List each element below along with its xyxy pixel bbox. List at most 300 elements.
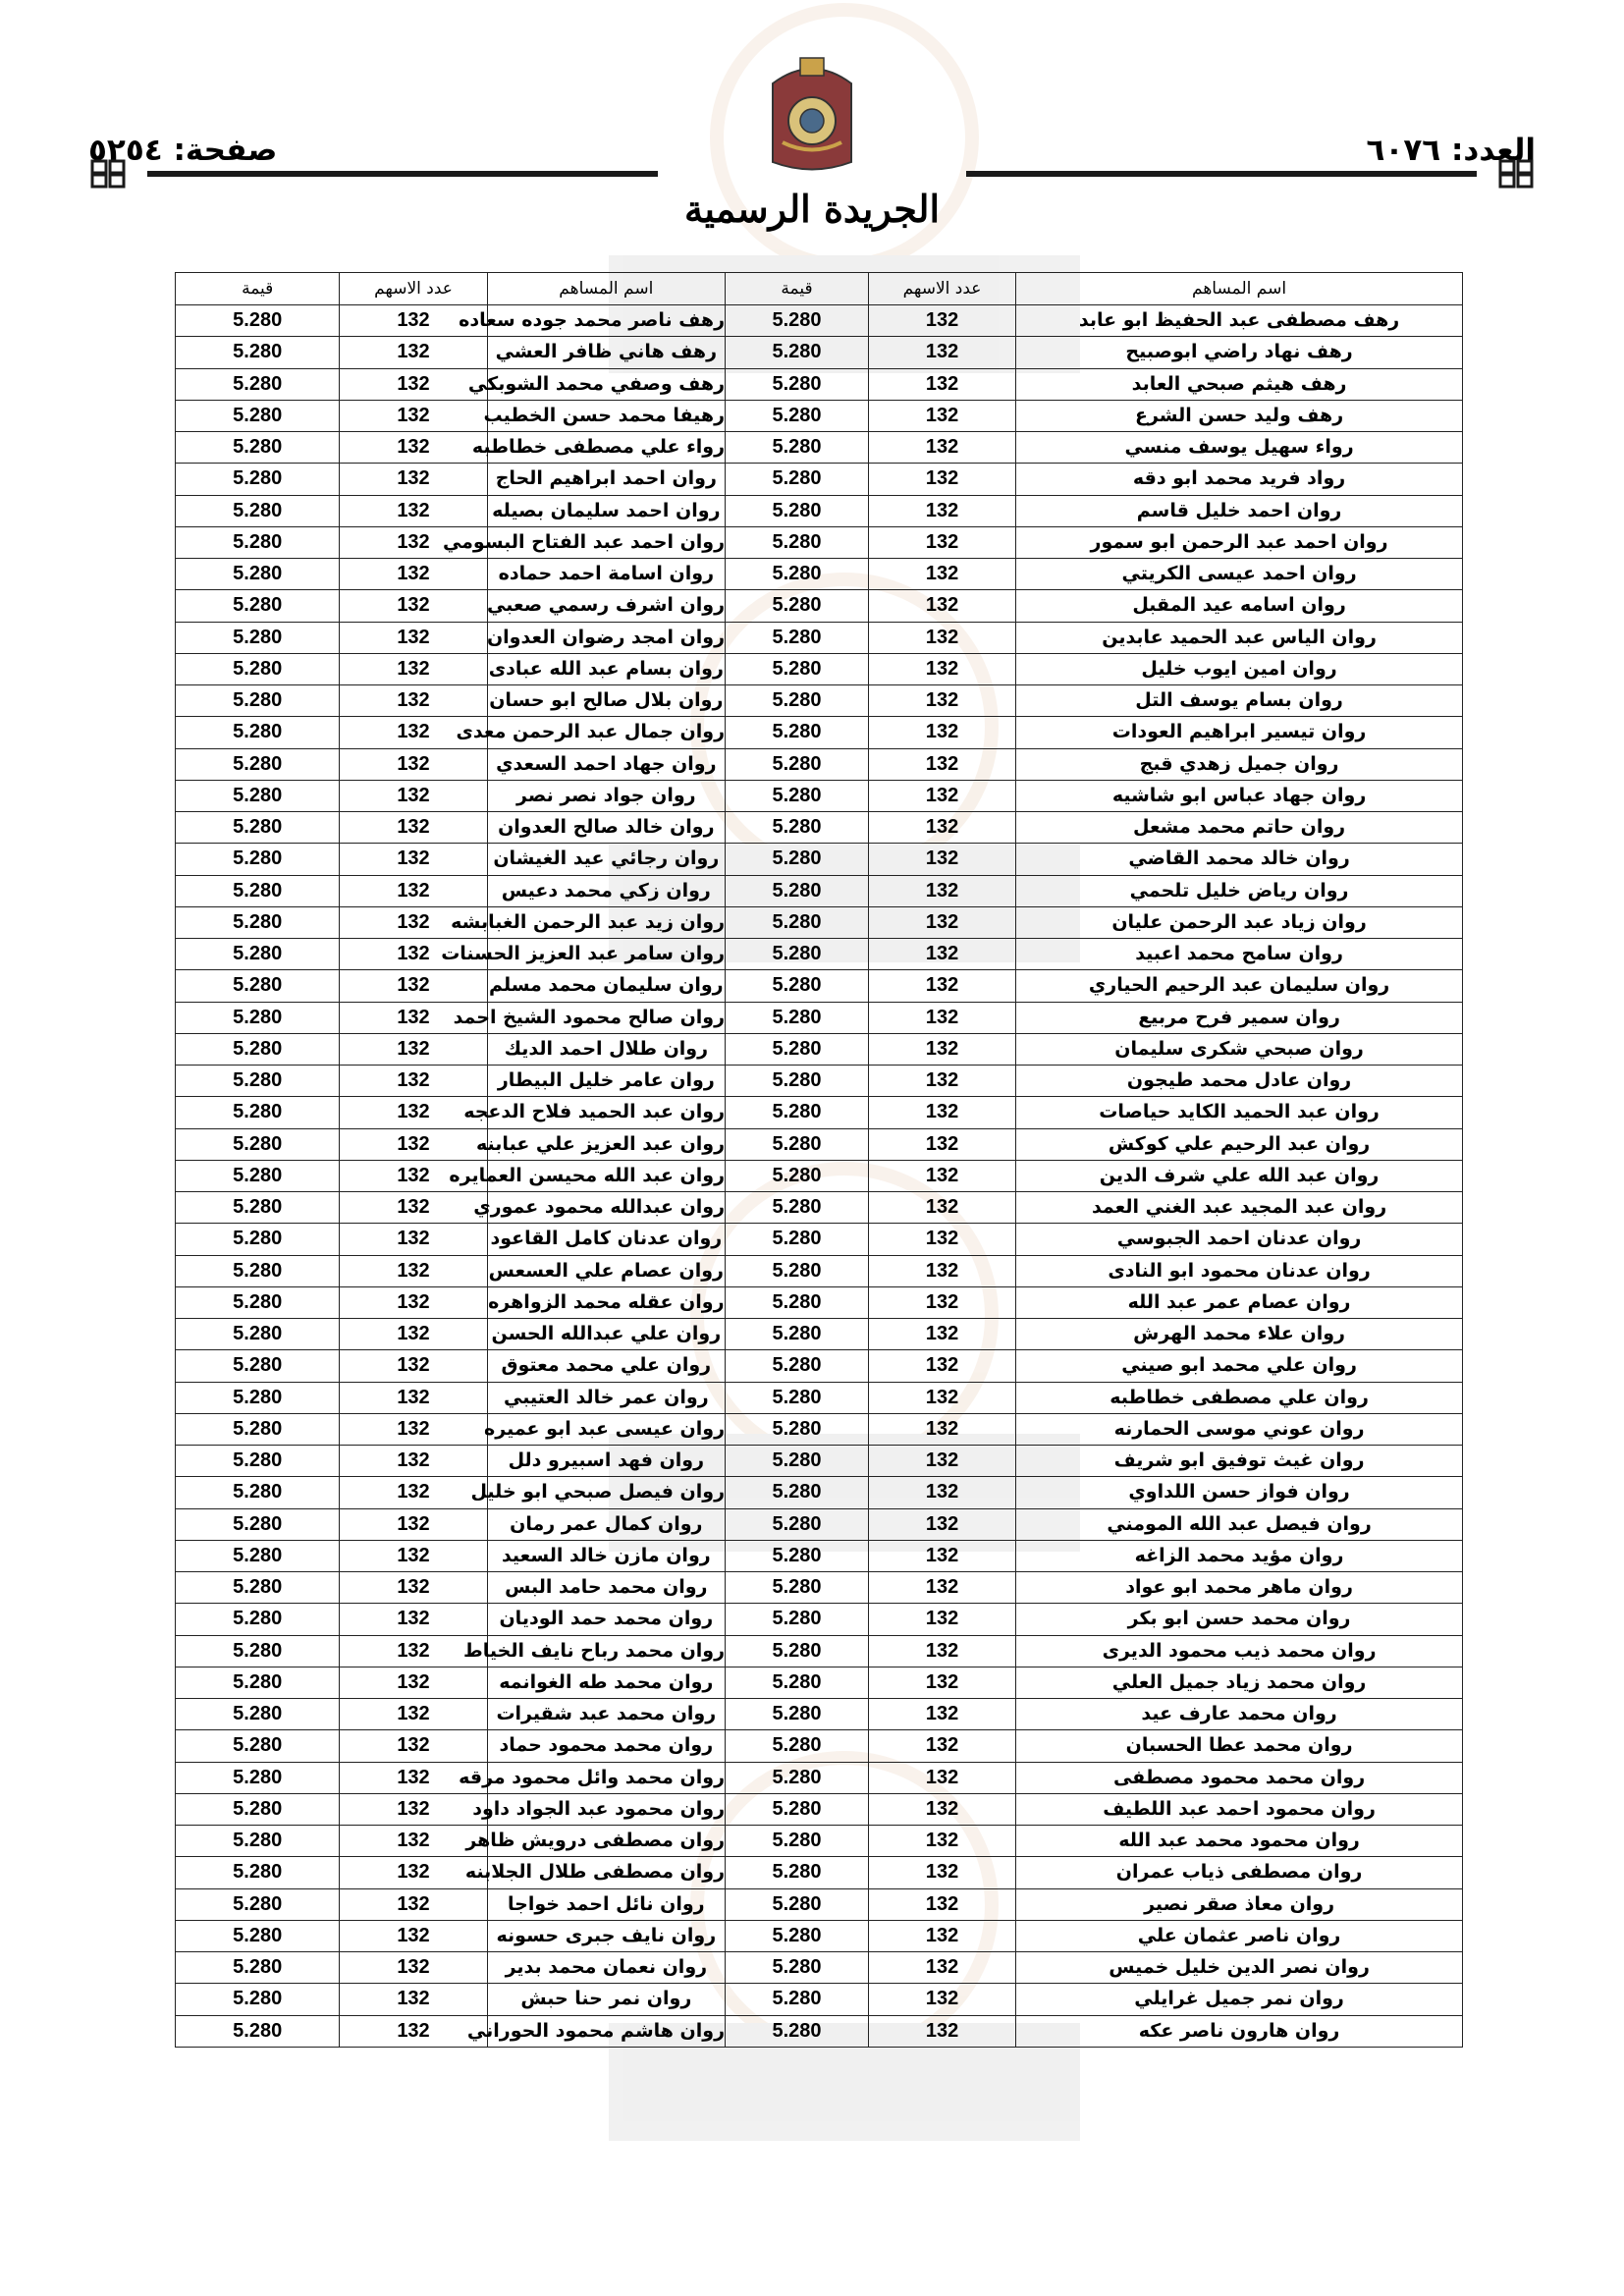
table-row [176,1762,1463,1793]
shareholder-name: روان نايف جبرى حسونه [487,1920,725,1951]
share-count: 132 [340,1604,487,1635]
share-count: 132 [868,1635,1015,1667]
shareholder-name: رواء علي مصطفى خطاطبه [487,432,725,464]
shareholder-name: روان فيصل عبد الله المومني [1016,1508,1463,1540]
share-value: 5.280 [726,1224,869,1255]
shareholder-name: رهيفا محمد حسن الخطيب [487,400,725,431]
share-value: 5.280 [726,622,869,653]
share-count: 132 [868,622,1015,653]
share-count: 132 [340,1984,487,2015]
share-count: 132 [340,1952,487,1984]
share-count: 132 [868,906,1015,938]
share-value: 5.280 [176,368,340,400]
share-value: 5.280 [726,1160,869,1191]
share-value: 5.280 [176,1350,340,1382]
shareholder-name: روان نعمان محمد بدير [487,1952,725,1984]
share-count: 132 [340,748,487,780]
table-row [176,1319,1463,1350]
shareholder-name: روان صبحي شكرى سليمان [1016,1033,1463,1065]
share-value: 5.280 [726,1033,869,1065]
share-value: 5.280 [726,875,869,906]
share-value: 5.280 [726,1286,869,1318]
share-value: 5.280 [726,2015,869,2047]
table-row [176,685,1463,717]
share-count: 132 [340,685,487,717]
shareholder-name: روان سليمان عبد الرحيم الحياري [1016,970,1463,1002]
share-count: 132 [340,432,487,464]
share-value: 5.280 [726,1572,869,1604]
shareholder-name: روان محمد زياد جميل العلي [1016,1667,1463,1698]
table-row [176,1952,1463,1984]
share-value: 5.280 [176,1667,340,1698]
share-value: 5.280 [726,1066,869,1097]
shareholder-name: روان احمد عبد الرحمن ابو سمور [1016,526,1463,558]
share-value: 5.280 [176,590,340,622]
share-count: 132 [868,1192,1015,1224]
share-value: 5.280 [176,1255,340,1286]
share-value: 5.280 [176,305,340,337]
share-value: 5.280 [726,337,869,368]
share-value: 5.280 [176,748,340,780]
share-value: 5.280 [726,1762,869,1793]
table-row [176,717,1463,748]
share-value: 5.280 [726,1604,869,1635]
share-count: 132 [868,432,1015,464]
shareholder-name: روان مازن خالد السعيد [487,1540,725,1571]
share-value: 5.280 [176,1160,340,1191]
shareholder-name: روان علي مصطفى خطاطبه [1016,1382,1463,1413]
share-count: 132 [340,559,487,590]
table-row [176,748,1463,780]
coat-of-arms-icon [753,54,871,177]
share-value: 5.280 [726,906,869,938]
table-row [176,400,1463,431]
table-row [176,1477,1463,1508]
share-value: 5.280 [726,844,869,875]
shareholder-name: روان نمر جميل غرايلي [1016,1984,1463,2015]
shareholder-name: روان عقله محمد الزواهره [487,1286,725,1318]
shareholder-name: روان ناصر عثمان علي [1016,1920,1463,1951]
share-value: 5.280 [726,559,869,590]
share-value: 5.280 [176,939,340,970]
shareholder-name: روان عادل محمد طيجون [1016,1066,1463,1097]
share-value: 5.280 [176,1066,340,1097]
shareholder-name: روان زياد عبد الرحمن عليان [1016,906,1463,938]
shareholder-name: روان نصر الدين خليل خميس [1016,1952,1463,1984]
shareholder-name: روان عبدالله محمود عموري [487,1192,725,1224]
share-value: 5.280 [726,685,869,717]
table-row [176,1446,1463,1477]
share-count: 132 [868,1255,1015,1286]
table-row [176,812,1463,844]
share-value: 5.280 [726,495,869,526]
share-value: 5.280 [176,1002,340,1033]
share-value: 5.280 [726,1793,869,1825]
share-value: 5.280 [176,400,340,431]
share-value: 5.280 [176,1192,340,1224]
share-count: 132 [868,1160,1015,1191]
share-value: 5.280 [726,590,869,622]
table-row [176,939,1463,970]
table-row [176,906,1463,938]
share-count: 132 [340,1477,487,1508]
shareholder-name: روان علي محمد ابو صيني [1016,1350,1463,1382]
share-count: 132 [868,685,1015,717]
shareholder-name: روان محمد حامد البس [487,1572,725,1604]
shareholder-name: روان اسامه عيد المقبل [1016,590,1463,622]
share-value: 5.280 [176,1540,340,1571]
shareholder-name: روان احمد سليمان بصيله [487,495,725,526]
share-count: 132 [868,1097,1015,1128]
share-count: 132 [868,1033,1015,1065]
table-row [176,1699,1463,1730]
share-value: 5.280 [176,844,340,875]
share-value: 5.280 [176,717,340,748]
table-row [176,2015,1463,2047]
shareholder-name: روان بسام عبد الله عبادى [487,653,725,684]
shareholder-name: روان عبد المجيد عبد الغني العمد [1016,1192,1463,1224]
shareholder-name: روان امين ايوب خليل [1016,653,1463,684]
shareholder-name: روان عصام عمر عبد الله [1016,1286,1463,1318]
share-count: 132 [868,970,1015,1002]
table-row [176,495,1463,526]
share-value: 5.280 [726,717,869,748]
shareholders-table [175,272,1463,2048]
share-count: 132 [868,559,1015,590]
share-value: 5.280 [726,1635,869,1667]
share-count: 132 [340,1097,487,1128]
share-count: 132 [868,1793,1015,1825]
share-count: 132 [868,1920,1015,1951]
share-value: 5.280 [176,1762,340,1793]
shareholder-name: روان تيسير ابراهيم العودات [1016,717,1463,748]
share-count: 132 [340,495,487,526]
share-value: 5.280 [176,1857,340,1888]
share-count: 132 [340,1319,487,1350]
share-value: 5.280 [176,432,340,464]
share-count: 132 [868,464,1015,495]
share-count: 132 [868,1730,1015,1762]
share-count: 132 [868,400,1015,431]
shareholder-name: روان محمد عارف عيد [1016,1699,1463,1730]
share-value: 5.280 [176,1572,340,1604]
share-value: 5.280 [726,1952,869,1984]
share-value: 5.280 [726,1192,869,1224]
share-count: 132 [868,2015,1015,2047]
share-value: 5.280 [176,1286,340,1318]
shareholder-name: روان جمال عبد الرحمن معدى [487,717,725,748]
shareholder-name: رهف وصفي محمد الشوبكي [487,368,725,400]
share-count: 132 [340,464,487,495]
table-row [176,1002,1463,1033]
share-value: 5.280 [726,1382,869,1413]
share-value: 5.280 [176,1635,340,1667]
table-row [176,1667,1463,1698]
share-count: 132 [340,1667,487,1698]
share-count: 132 [868,1224,1015,1255]
share-count: 132 [868,653,1015,684]
table-row [176,432,1463,464]
share-value: 5.280 [176,1224,340,1255]
table-row [176,1888,1463,1920]
share-count: 132 [868,1477,1015,1508]
shareholder-name: روان مصطفى درويش ظاهر [487,1826,725,1857]
share-count: 132 [340,526,487,558]
table-row [176,1128,1463,1160]
share-count: 132 [340,906,487,938]
share-count: 132 [340,1920,487,1951]
shareholder-name: روان زيد عبد الرحمن الغبابشه [487,906,725,938]
share-value: 5.280 [726,400,869,431]
shareholder-name: روان محمد عطا الحسبان [1016,1730,1463,1762]
shareholder-name: روان خالد محمد القاضي [1016,844,1463,875]
share-value: 5.280 [176,1413,340,1445]
share-value: 5.280 [726,1255,869,1286]
table-row [176,1097,1463,1128]
table-row [176,1224,1463,1255]
share-count: 132 [868,1952,1015,1984]
share-count: 132 [868,1762,1015,1793]
shareholder-name: روان محمد عبد شقيرات [487,1699,725,1730]
share-count: 132 [868,1413,1015,1445]
share-value: 5.280 [176,780,340,811]
share-count: 132 [868,1604,1015,1635]
share-value: 5.280 [726,1508,869,1540]
share-count: 132 [340,653,487,684]
share-value: 5.280 [176,526,340,558]
shareholder-name: روان مصطفى طلال الجلابنه [487,1857,725,1888]
table-row [176,1350,1463,1382]
share-value: 5.280 [176,906,340,938]
header-rule-right [966,171,1477,177]
share-value: 5.280 [176,1888,340,1920]
shareholder-name: روان عبد الله علي شرف الدين [1016,1160,1463,1191]
share-value: 5.280 [176,464,340,495]
table-row [176,1572,1463,1604]
shareholder-name: روان سمير فرح مربيع [1016,1002,1463,1033]
share-count: 132 [340,1888,487,1920]
shareholder-name: روان هارون ناصر عكه [1016,2015,1463,2047]
share-count: 132 [340,1066,487,1097]
share-value: 5.280 [726,1920,869,1951]
share-value: 5.280 [176,1446,340,1477]
share-value: 5.280 [176,337,340,368]
share-count: 132 [868,1667,1015,1698]
share-count: 132 [868,526,1015,558]
share-count: 132 [868,305,1015,337]
table-row [176,1920,1463,1951]
shareholder-name: روان علي محمد معتوق [487,1350,725,1382]
table-row [176,1192,1463,1224]
shareholder-name: روان عوني موسى الحمارنه [1016,1413,1463,1445]
share-value: 5.280 [726,653,869,684]
shareholder-name: روان فيصل صبحي ابو خليل [487,1477,725,1508]
share-count: 132 [340,1128,487,1160]
share-value: 5.280 [726,1446,869,1477]
share-value: 5.280 [176,1699,340,1730]
share-count: 132 [340,1160,487,1191]
share-count: 132 [868,1319,1015,1350]
share-value: 5.280 [726,526,869,558]
table-row [176,1413,1463,1445]
table-row [176,1033,1463,1065]
shareholder-name: رهف وليد حسن الشرع [1016,400,1463,431]
shareholder-name: روان احمد خليل قاسم [1016,495,1463,526]
table-body [176,305,1463,2048]
column-header: عدد الاسهم [340,273,487,305]
share-value: 5.280 [176,1920,340,1951]
column-header: اسم المساهم [487,273,725,305]
share-count: 132 [340,1413,487,1445]
table-row [176,1730,1463,1762]
shareholder-name: روان عامر خليل البيطار [487,1066,725,1097]
column-header: قيمة [726,273,869,305]
shareholder-name: روان خالد صالح العدوان [487,812,725,844]
shareholder-name: روان سليمان محمد مسلم [487,970,725,1002]
share-value: 5.280 [726,1002,869,1033]
table-row [176,1540,1463,1571]
shareholder-name: روان محمد طه الغوانمه [487,1667,725,1698]
table-row [176,368,1463,400]
shareholder-name: رهف نهاد راضي ابوصبيح [1016,337,1463,368]
share-value: 5.280 [726,1667,869,1698]
table-row [176,1793,1463,1825]
shareholder-name: روان بلال صالح ابو حسان [487,685,725,717]
share-count: 132 [868,780,1015,811]
shareholder-name: روان فواز حسن اللداوي [1016,1477,1463,1508]
share-value: 5.280 [726,1984,869,2015]
share-count: 132 [868,1382,1015,1413]
share-count: 132 [340,875,487,906]
shareholder-name: روان محمد وائل محمود مرقه [487,1762,725,1793]
share-count: 132 [340,1699,487,1730]
share-count: 132 [868,1128,1015,1160]
shareholder-name: روان عيسى عبد ابو عميره [487,1413,725,1445]
column-header: اسم المساهم [1016,273,1463,305]
share-count: 132 [340,1033,487,1065]
table-row [176,337,1463,368]
shareholder-name: روان غيث توفيق ابو شريف [1016,1446,1463,1477]
page-number: صفحة: ٥٢٥٤ [88,133,278,168]
share-count: 132 [868,844,1015,875]
shareholder-name: روان عبد الحميد الكايد حياصات [1016,1097,1463,1128]
share-count: 132 [868,1508,1015,1540]
table-header-row [176,273,1463,305]
shareholder-name: روان احمد عبد الفتاح البسومي [487,526,725,558]
share-value: 5.280 [176,1984,340,2015]
table-row [176,1604,1463,1635]
column-header: قيمة [176,273,340,305]
share-value: 5.280 [176,559,340,590]
share-count: 132 [868,939,1015,970]
table-row [176,305,1463,337]
share-value: 5.280 [176,1508,340,1540]
share-value: 5.280 [176,1604,340,1635]
share-count: 132 [868,1857,1015,1888]
shareholder-name: روان محمد حمد الوديان [487,1604,725,1635]
shareholder-name: روان حاتم محمد مشعل [1016,812,1463,844]
share-count: 132 [868,748,1015,780]
share-count: 132 [340,1192,487,1224]
table-row [176,1857,1463,1888]
table-row [176,970,1463,1002]
shareholder-name: روان هاشم محمود الحوراني [487,2015,725,2047]
share-count: 132 [868,590,1015,622]
share-count: 132 [340,1793,487,1825]
ornament-knot-icon [88,157,128,191]
table-row [176,1066,1463,1097]
share-value: 5.280 [176,1033,340,1065]
share-value: 5.280 [176,1730,340,1762]
share-count: 132 [340,812,487,844]
shareholder-name: روان بسام يوسف التل [1016,685,1463,717]
share-count: 132 [340,1857,487,1888]
shareholder-name: روان جهاد احمد السعدي [487,748,725,780]
shareholder-name: روان الياس عبد الحميد عابدين [1016,622,1463,653]
shareholder-name: روان نمر حنا حبش [487,1984,725,2015]
share-value: 5.280 [176,622,340,653]
shareholder-name: روان جميل زهدي قبج [1016,748,1463,780]
share-count: 132 [340,1762,487,1793]
shareholder-name: روان كمال عمر رمان [487,1508,725,1540]
shareholder-name: رهف هيثم صبحي العابد [1016,368,1463,400]
share-value: 5.280 [726,748,869,780]
shareholder-name: روان احمد عيسى الكريتي [1016,559,1463,590]
share-count: 132 [868,1286,1015,1318]
shareholder-name: روان طلال احمد الديك [487,1033,725,1065]
shareholder-name: روان جواد نصر نصر [487,780,725,811]
share-value: 5.280 [726,1413,869,1445]
shareholder-name: روان نائل احمد خواجا [487,1888,725,1920]
shareholder-name: روان معاذ صقر نصير [1016,1888,1463,1920]
share-value: 5.280 [176,812,340,844]
share-count: 132 [340,1730,487,1762]
share-count: 132 [340,590,487,622]
share-value: 5.280 [726,1477,869,1508]
shareholder-name: روان احمد ابراهيم الحاج [487,464,725,495]
shareholder-name: روان محمد محمود حماد [487,1730,725,1762]
share-value: 5.280 [176,1382,340,1413]
shareholder-name: روان محمد حسن ابو بكر [1016,1604,1463,1635]
shareholder-name: روان جهاد عباس ابو شاشيه [1016,780,1463,811]
share-count: 132 [340,1350,487,1382]
share-count: 132 [340,1635,487,1667]
shareholder-name: رهف هاني ظافر العشي [487,337,725,368]
share-count: 132 [340,939,487,970]
shareholder-name: روان مصطفى ذياب عمران [1016,1857,1463,1888]
table-row [176,1984,1463,2015]
share-count: 132 [868,1066,1015,1097]
shareholder-name: روان عدنان محمود ابو النادى [1016,1255,1463,1286]
share-value: 5.280 [726,1826,869,1857]
share-count: 132 [868,1350,1015,1382]
table-row [176,653,1463,684]
shareholder-name: روان عمر خالد العتيبي [487,1382,725,1413]
share-value: 5.280 [176,1826,340,1857]
share-count: 132 [340,368,487,400]
shareholder-name: روان عبد الحميد فلاح الدعجه [487,1097,725,1128]
share-count: 132 [868,337,1015,368]
share-value: 5.280 [726,1350,869,1382]
shareholder-name: روان صالح محمود الشيخ احمد [487,1002,725,1033]
share-count: 132 [868,717,1015,748]
share-value: 5.280 [176,685,340,717]
shareholder-name: روان عبد الرحيم علي كوكش [1016,1128,1463,1160]
shareholder-name: روان محمود احمد عبد اللطيف [1016,1793,1463,1825]
shareholder-name: روان اشرف رسمي صعبي [487,590,725,622]
share-value: 5.280 [726,432,869,464]
share-count: 132 [868,1826,1015,1857]
